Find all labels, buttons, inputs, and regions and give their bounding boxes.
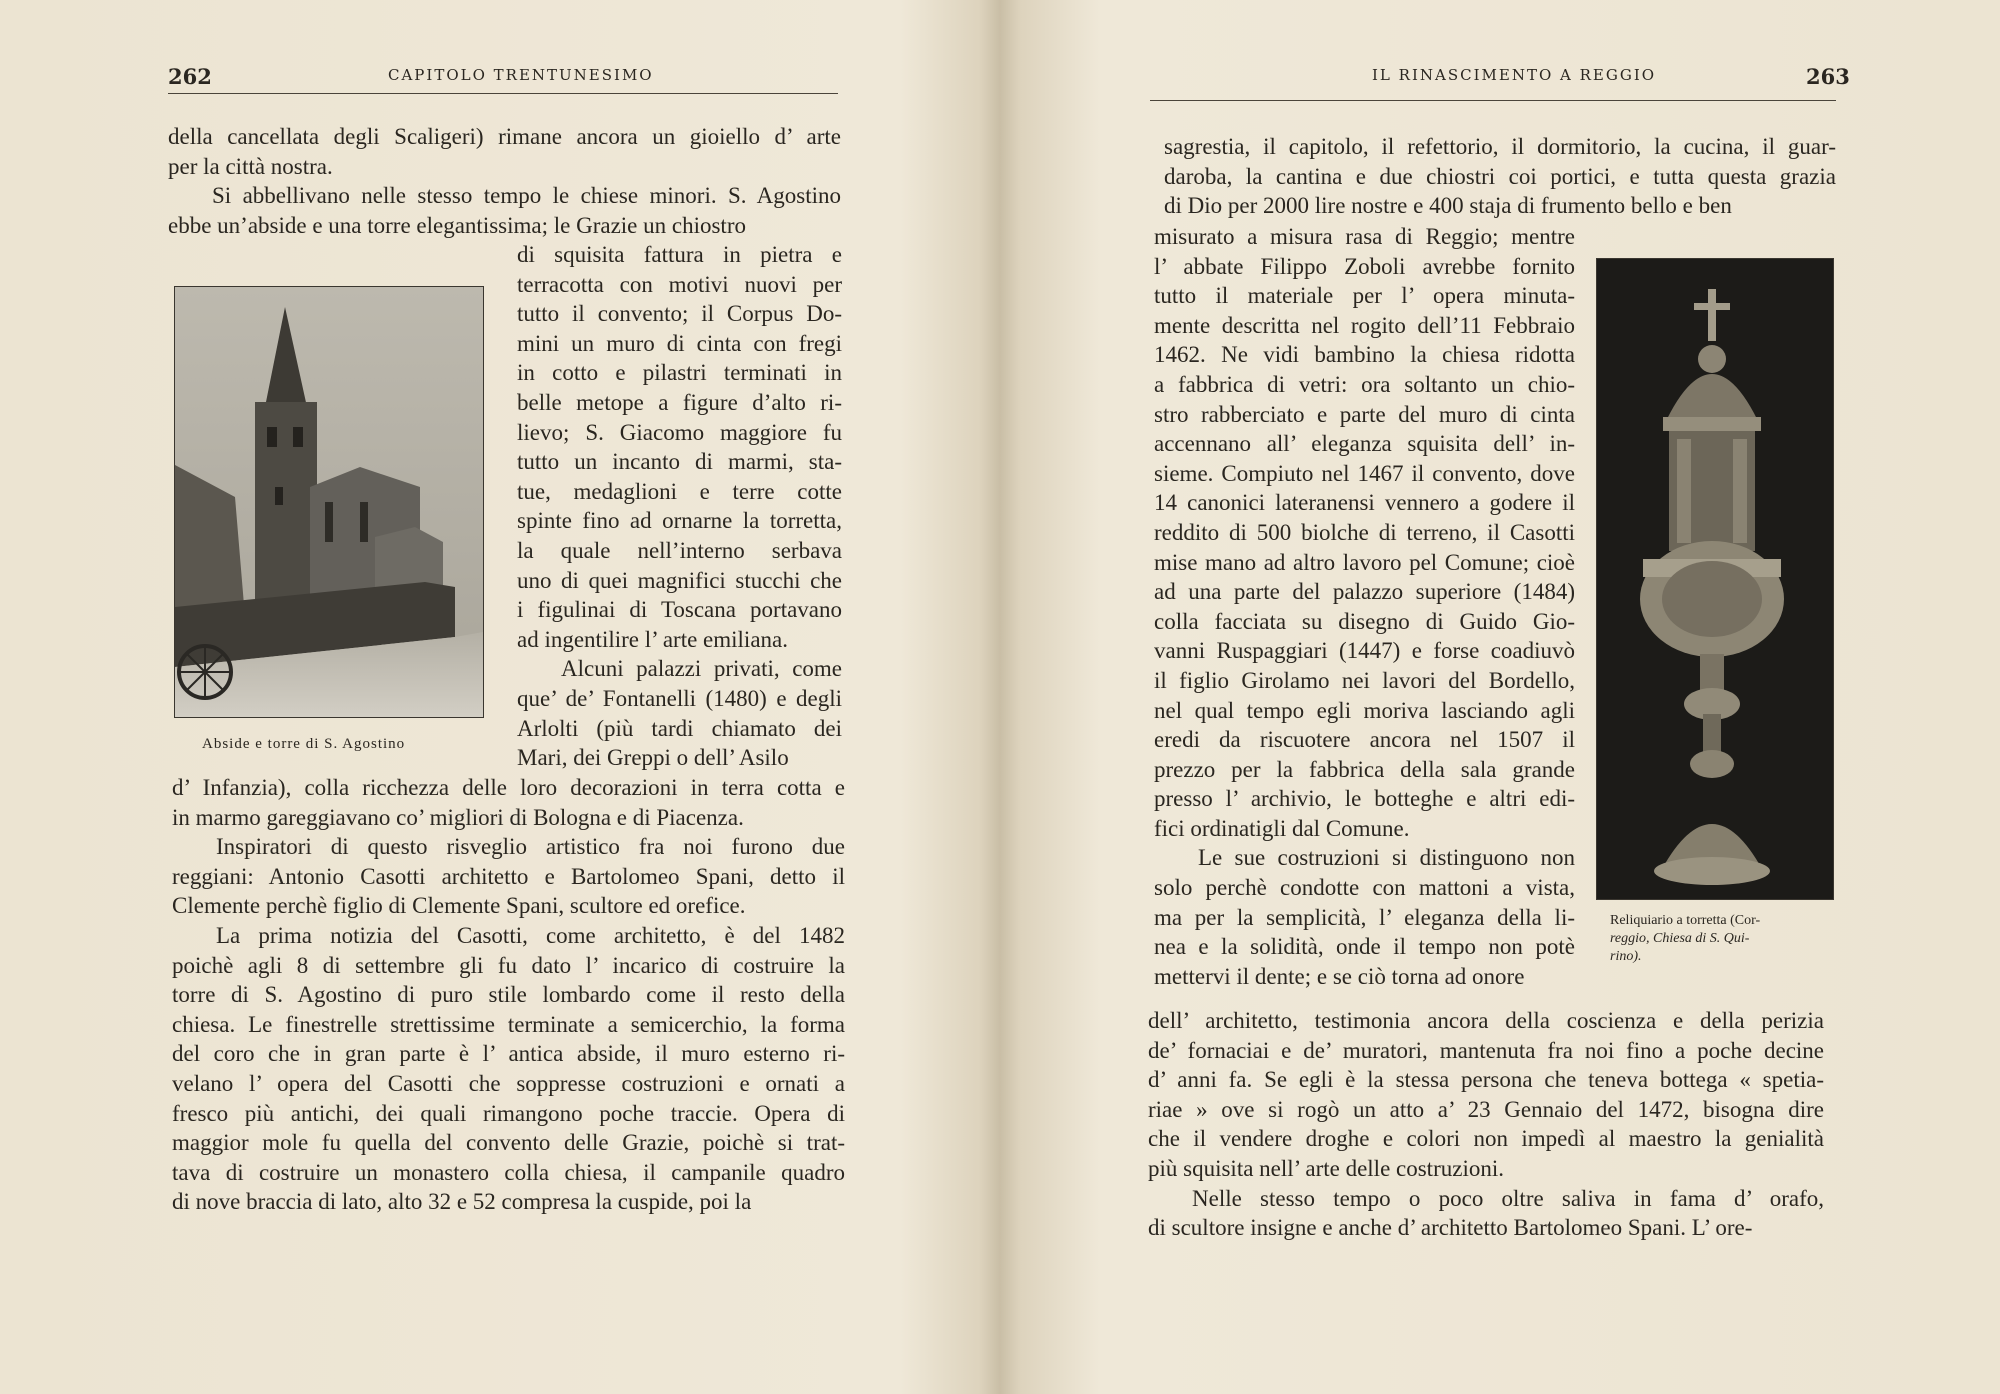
text-line: a fabbrica di vetri: ora soltanto un chio- bbox=[1154, 371, 1575, 397]
text-line: mise mano ad altro lavoro pel Comune; cioè bbox=[1154, 549, 1575, 575]
text-line: torre di S. Agostino di puro stile lombardo come il resto della bbox=[172, 982, 845, 1008]
text-line: ad una parte del palazzo superiore (1484) bbox=[1154, 579, 1575, 605]
header-rule bbox=[1150, 100, 1836, 101]
page-number: 262 bbox=[168, 64, 212, 89]
text-line: presso l’ archivio, le botteghe e altri edi- bbox=[1154, 786, 1575, 812]
figure-caption: Abside e torre di S. Agostino bbox=[202, 736, 406, 752]
text-line: chiesa. Le finestrelle strettissime terminate a semicerchio, la forma bbox=[172, 1011, 845, 1037]
text-line: ebbe un’abside e una torre elegantissima; le Grazie un chiostro bbox=[168, 212, 746, 238]
text-line: Mari, dei Greppi o dell’ Asilo bbox=[517, 745, 789, 771]
text-line: il figlio Girolamo nei lavori del Bordello, bbox=[1154, 667, 1575, 693]
text-line: velano l’ opera del Casotti che soppresse costruzioni e ornati a bbox=[172, 1070, 845, 1096]
text-block-top bbox=[1164, 132, 1836, 221]
text-line: di Dio per 2000 lire nostre e 400 staja di frumento bello e ben bbox=[1164, 193, 1732, 219]
text-line: que’ de’ Fontanelli (1480) e degli bbox=[517, 685, 842, 711]
text-line: riae » ove si rogò un atto a’ 23 Gennaio del 1472, bisogna dire bbox=[1148, 1096, 1824, 1122]
text-line: di nove braccia di lato, alto 32 e 52 compresa la cuspide, poi la bbox=[172, 1189, 752, 1215]
header-rule bbox=[168, 93, 838, 94]
text-line: prezzo per la fabbrica della sala grande bbox=[1154, 756, 1575, 782]
text-line: nel qual tempo egli moriva lasciando agli bbox=[1154, 697, 1575, 723]
text-line: spinte fino ad ornarne la torretta, bbox=[517, 508, 842, 534]
text-line: uno di quei magnifici stucchi che bbox=[517, 567, 842, 593]
text-line: della cancellata degli Scaligeri) rimane ancora un gioiello d’ arte bbox=[168, 124, 841, 149]
text-line: daroba, la cantina e due chiostri coi portici, e tutta questa grazia bbox=[1164, 163, 1836, 189]
text-line: Alcuni palazzi privati, come bbox=[561, 656, 842, 682]
figure-reliquiario bbox=[1596, 258, 1834, 900]
text-line: di squisita fattura in pietra e bbox=[517, 242, 842, 267]
text-line: de’ fornaciai e de’ muratori, mantenuta fra noi fino a poche decine bbox=[1148, 1037, 1824, 1063]
text-line: La prima notizia del Casotti, come architetto, è del 1482 bbox=[216, 922, 845, 948]
text-line: belle metope a figure d’alto ri- bbox=[517, 389, 842, 415]
text-line: in cotto e pilastri terminati in bbox=[517, 360, 842, 386]
text-line: tutto il convento; il Corpus Do- bbox=[517, 301, 842, 327]
figure-caption-line-2: reggio, Chiesa di S. Qui- bbox=[1610, 931, 1750, 946]
text-block-top bbox=[168, 122, 841, 240]
text-line: 14 canonici lateranensi vennero a godere il bbox=[1154, 490, 1575, 516]
text-line: maggior mole fu quella del convento delle Grazie, poichè si trat- bbox=[172, 1130, 845, 1156]
photo-reliquary bbox=[1597, 259, 1833, 899]
text-line: dell’ architetto, testimonia ancora della coscienza e della perizia bbox=[1148, 1008, 1824, 1033]
text-line: mente descritta nel rogito dell’11 Febbraio bbox=[1154, 312, 1575, 338]
running-head: IL RINASCIMENTO A REGGIO bbox=[1372, 66, 1657, 84]
text-line: Inspiratori di questo risveglio artistico fra noi furono due bbox=[216, 834, 845, 860]
running-head: CAPITOLO TRENTUNESIMO bbox=[388, 66, 654, 84]
text-line: tutto un incanto di marmi, sta- bbox=[517, 449, 842, 475]
text-line: di scultore insigne e anche d’ architetto Bartolomeo Spani. L’ ore- bbox=[1148, 1215, 1753, 1241]
text-line: Nelle stesso tempo o poco oltre saliva in fama d’ orafo, bbox=[1192, 1185, 1824, 1211]
text-line: tutto il materiale per l’ opera minuta- bbox=[1154, 283, 1575, 309]
text-line: colla facciata su disegno di Guido Gio- bbox=[1154, 608, 1575, 634]
text-line: d’ anni fa. Se egli è la stessa persona che teneva bottega « spetia- bbox=[1148, 1067, 1824, 1093]
text-line: fresco più antichi, dei quali rimangono poche traccie. Opera di bbox=[172, 1100, 845, 1126]
text-line: misurato a misura rasa di Reggio; mentre bbox=[1154, 224, 1575, 249]
text-line: mettervi il dente; e se ciò torna ad onore bbox=[1154, 963, 1525, 989]
text-line: del coro che in gran parte è l’ antica abside, il muro esterno ri- bbox=[172, 1041, 845, 1067]
text-line: nea e la solidità, onde il tempo non potè bbox=[1154, 934, 1575, 960]
text-block-bottom bbox=[1148, 1006, 1824, 1243]
text-line: vanni Ruspaggiari (1447) e forse coadiuvò bbox=[1154, 638, 1575, 664]
text-line: tue, medaglioni e terre cotte bbox=[517, 478, 842, 504]
text-line: d’ Infanzia), colla ricchezza delle loro decorazioni in terra cotta e bbox=[172, 775, 845, 800]
figure-caption-line-3: rino). bbox=[1610, 949, 1642, 964]
text-line: sieme. Compiuto nel 1467 il convento, dove bbox=[1154, 460, 1575, 486]
text-line: Le sue costruzioni si distinguono non bbox=[1198, 845, 1575, 871]
text-block-bottom bbox=[172, 773, 845, 1217]
text-line: reggiani: Antonio Casotti architetto e Bartolomeo Spani, detto il bbox=[172, 863, 845, 889]
figure-abside-torre bbox=[174, 286, 484, 718]
right-page bbox=[1000, 0, 2000, 1394]
text-line: reddito di 500 biolche di terreno, il Casotti bbox=[1154, 519, 1575, 545]
text-block-beside-figure bbox=[517, 240, 842, 773]
text-line: poichè agli 8 di settembre gli fu dato l’ incarico di costruire la bbox=[172, 952, 845, 978]
text-line: sagrestia, il capitolo, il refettorio, il dormitorio, la cucina, il guar- bbox=[1164, 134, 1836, 159]
figure-caption-line-1: Reliquiario a torretta (Cor- bbox=[1610, 913, 1761, 928]
page-number: 263 bbox=[1806, 64, 1850, 89]
text-line: Arlolti (più tardi chiamato dei bbox=[517, 715, 842, 741]
text-line: terracotta con motivi nuovi per bbox=[517, 271, 842, 297]
text-line: fici ordinatigli dal Comune. bbox=[1154, 815, 1410, 841]
text-line: ad ingentilire l’ arte emiliana. bbox=[517, 626, 788, 652]
text-block-beside-figure bbox=[1154, 222, 1575, 991]
photo-church-tower bbox=[175, 287, 483, 717]
text-line: Si abbellivano nelle stesso tempo le chiese minori. S. Agostino bbox=[212, 183, 841, 209]
text-line: solo perchè condotte con mattoni a vista, bbox=[1154, 875, 1575, 901]
text-line: tava di costruire un monastero colla chiesa, il campanile quadro bbox=[172, 1159, 845, 1185]
text-line: stro rabberciato e parte del muro di cinta bbox=[1154, 401, 1575, 427]
text-line: per la città nostra. bbox=[168, 153, 333, 179]
text-line: più squisita nell’ arte delle costruzioni. bbox=[1148, 1155, 1504, 1181]
text-line: la quale nell’interno serbava bbox=[517, 537, 842, 563]
text-line: che il vendere droghe e colori non impedì al maestro la genialità bbox=[1148, 1126, 1824, 1152]
text-line: i figulinai di Toscana portavano bbox=[517, 597, 842, 623]
text-line: in marmo gareggiavano co’ migliori di Bologna e di Piacenza. bbox=[172, 804, 744, 830]
text-line: Clemente perchè figlio di Clemente Spani, scultore ed orefice. bbox=[172, 893, 746, 919]
text-line: 1462. Ne vidi bambino la chiesa ridotta bbox=[1154, 342, 1575, 368]
text-line: ma per la semplicità, l’ eleganza della li- bbox=[1154, 904, 1575, 930]
text-line: l’ abbate Filippo Zoboli avrebbe fornito bbox=[1154, 253, 1575, 279]
text-line: mini un muro di cinta con fregi bbox=[517, 330, 842, 356]
figure-caption bbox=[1610, 912, 1840, 966]
text-line: lievo; S. Giacomo maggiore fu bbox=[517, 419, 842, 445]
text-line: accennano all’ eleganza squisita dell’ in- bbox=[1154, 431, 1575, 457]
text-line: eredi da riscuotere ancora nel 1507 il bbox=[1154, 727, 1575, 753]
